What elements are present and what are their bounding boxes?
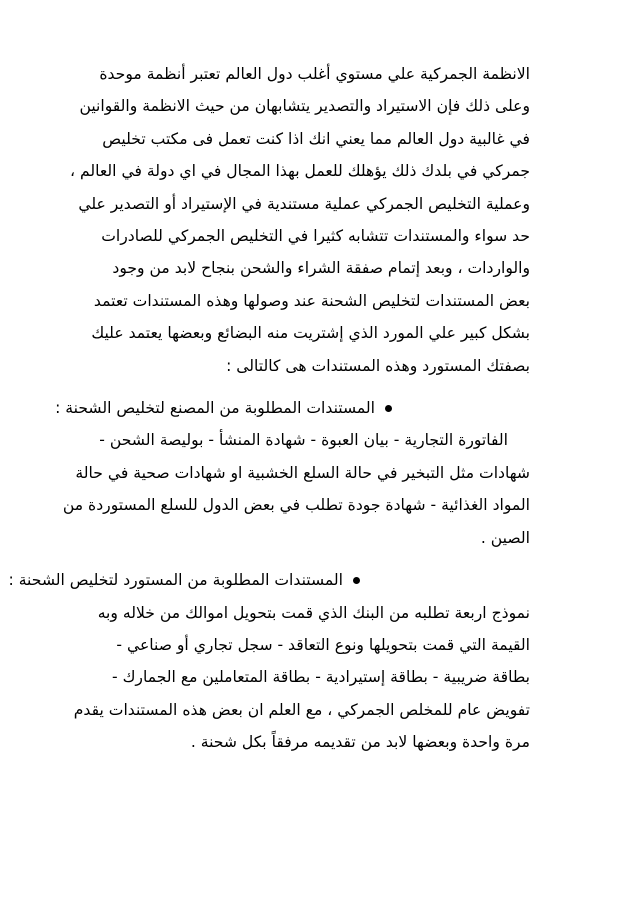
intro-line: وعملية التخليص الجمركي عملية مستندية في الإستيراد أو التصدير علي <box>78 194 530 213</box>
intro-line: بصفتك المستورد وهذه المستندات هى كالتالى : <box>226 356 530 375</box>
factory-line: المواد الغذائية - شهادة جودة تطلب في بعض الدول للسلع المستوردة من <box>62 496 530 515</box>
importer-section <box>8 564 530 758</box>
importer-line: مرة واحدة وبعضها لابد من تقديمه مرفقاً بكل شحنة . <box>190 733 530 752</box>
intro-paragraph <box>70 58 530 382</box>
factory-line: الصين . <box>480 528 530 547</box>
intro-line: جمركي في بلدك ذلك يؤهلك للعمل بهذا المجال في اي دولة في العالم ، <box>70 162 530 181</box>
intro-line: وعلى ذلك فإن الاستيراد والتصدير يتشابهان من حيث الانظمة والقوانين <box>79 97 530 116</box>
intro-line: في غالبية دول العالم مما يعني انك اذا كنت تعمل فى مكتب تخليص <box>102 129 530 148</box>
factory-heading-text: المستندات المطلوبة من المصنع لتخليص الشحنة : <box>55 399 375 418</box>
bullet-icon <box>353 577 360 584</box>
intro-line: والواردات ، وبعد إتمام صفقة الشراء والشحن بنجاح لابد من وجود <box>112 259 530 278</box>
importer-line: نموذج اربعة تطلبه من البنك الذي قمت بتحويل اموالك من خلاله وبه <box>97 603 530 622</box>
bullet-icon <box>385 405 392 412</box>
factory-heading <box>55 392 530 424</box>
importer-heading <box>8 564 530 596</box>
intro-line: الانظمة الجمركية علي مستوي أغلب دول العالم تعتبر أنظمة موحدة <box>99 65 530 83</box>
document-page <box>8 58 530 759</box>
factory-line: شهادات مثل التبخير في حالة السلع الخشبية او شهادات صحية في حالة <box>75 463 530 482</box>
importer-line: القيمة التي قمت بتحويلها ونوع التعاقد - سجل تجاري أو صناعي - <box>116 635 530 654</box>
intro-line: حد سواء والمستندات تتشابه كثيرا في التخليص الجمركي للصادرات <box>101 227 530 246</box>
factory-line: الفاتورة التجارية - بيان العبوة - شهادة المنشأ - بوليصة الشحن - <box>99 431 508 450</box>
factory-section <box>55 392 530 554</box>
intro-line: بشكل كبير علي المورد الذي إشتريت منه البضائع وبعضها يعتمد عليك <box>91 324 530 343</box>
importer-line: بطاقة ضريبية - بطاقة إستيرادية - بطاقة المتعاملين مع الجمارك - <box>111 668 530 687</box>
importer-heading-text: المستندات المطلوبة من المستورد لتخليص الشحنة : <box>8 571 343 590</box>
importer-line: تفويض عام للمخلص الجمركي ، مع العلم ان بعض هذه المستندات يقدم <box>73 700 530 719</box>
intro-line: بعض المستندات لتخليص الشحنة عند وصولها وهذه المستندات تعتمد <box>93 291 530 310</box>
